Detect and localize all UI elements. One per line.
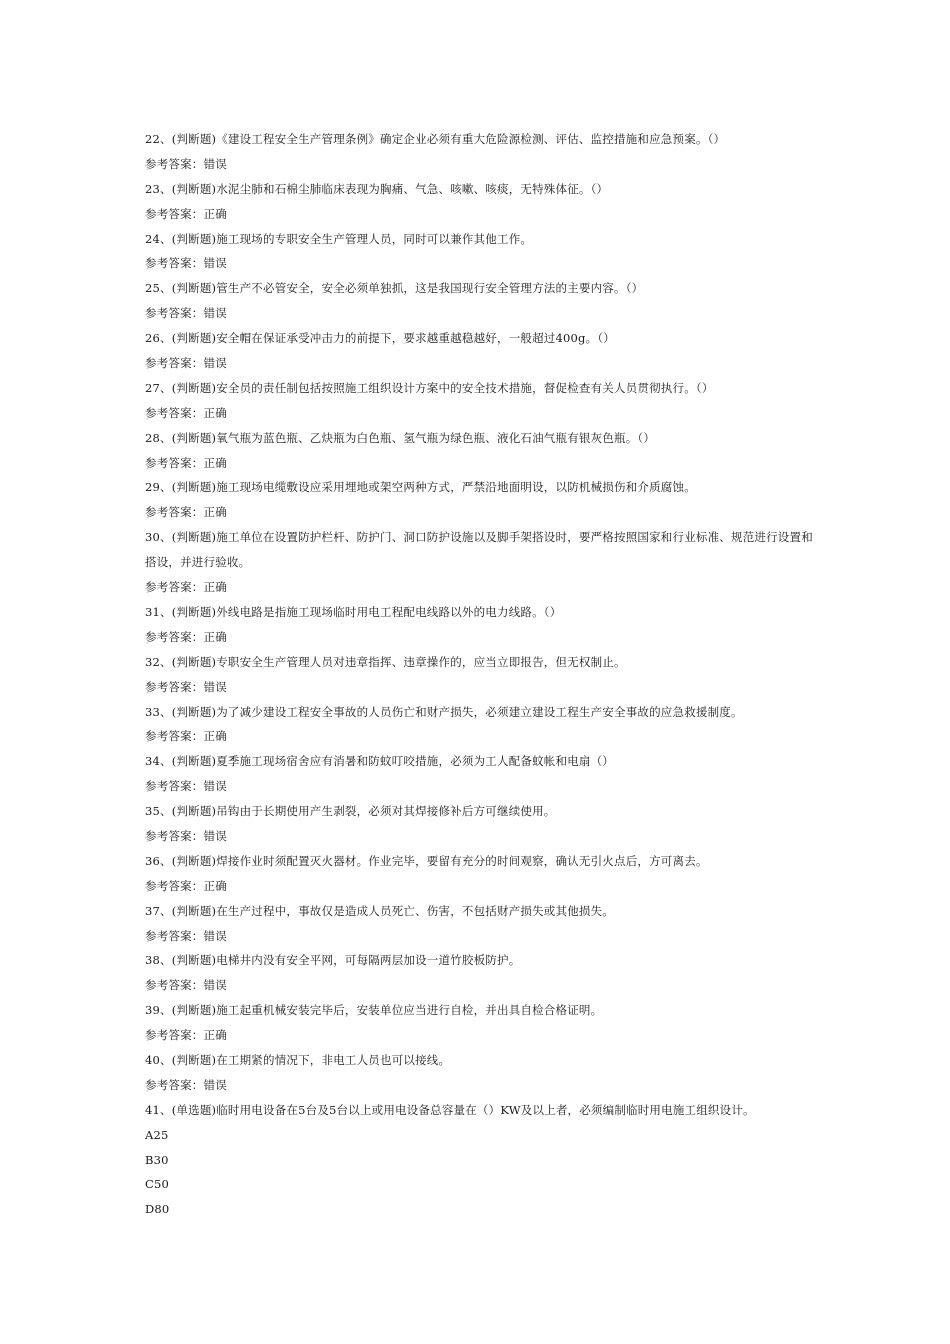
answer-text: 参考答案：错误 xyxy=(145,156,227,171)
question-text: 29、(判断题)施工现场电缆敷设应采用埋地或架空两种方式，严禁沿地面明设，以防机械损伤和介质腐蚀。 xyxy=(145,480,696,495)
question-text: 31、(判断题)外线电路是指施工现场临时用电工程配电线路以外的电力线路。（） xyxy=(145,604,562,619)
answer-text: 参考答案：正确 xyxy=(145,1028,227,1043)
question-text: 36、(判断题)焊接作业时须配置灭火器材。作业完毕，要留有充分的时间观察，确认无引火点后，方可离去。 xyxy=(145,853,708,868)
question-text: 30、(判断题)施工单位在设置防护栏杆、防护门、洞口防护设施以及脚手架搭设时，要严格按照国家和行业标准、规范进行设置和搭设，并进行验收。 xyxy=(145,530,813,570)
answer-text: 参考答案：错误 xyxy=(145,356,227,371)
answer-text: 参考答案：正确 xyxy=(145,405,227,420)
answer-text: 参考答案：错误 xyxy=(145,828,227,843)
question-text: 32、(判断题)专职安全生产管理人员对违章指挥、违章操作的，应当立即报告，但无权制止。 xyxy=(145,654,626,669)
question-text: 37、(判断题)在生产过程中，事故仅是造成人员死亡、伤害，不包括财产损失或其他损失。 xyxy=(145,903,615,918)
answer-text: 参考答案：正确 xyxy=(145,580,227,595)
document-body xyxy=(145,127,815,1222)
answer-text: 参考答案：正确 xyxy=(145,629,227,644)
question-text: 26、(判断题)安全帽在保证承受冲击力的前提下，要求越重越稳越好，一般超过400g。（） xyxy=(145,331,615,346)
question-text: 25、(判断题)管生产不必管安全，安全必须单独抓，这是我国现行安全管理方法的主要内容。（） xyxy=(145,281,644,296)
answer-text: 参考答案：正确 xyxy=(145,878,227,893)
answer-text: 参考答案：错误 xyxy=(145,978,227,993)
question-text: 33、(判断题)为了减少建设工程安全事故的人员伤亡和财产损失，必须建立建设工程生产安全事故的应急救援制度。 xyxy=(145,704,743,719)
question-text: 41、(单选题)临时用电设备在5台及5台以上或用电设备总容量在（）KW及以上者，必须编制临时用电施工组织设计。 xyxy=(145,1102,755,1117)
question-text: 34、(判断题)夏季施工现场宿舍应有消暑和防蚊叮咬措施，必须为工人配备蚊帐和电扇（） xyxy=(145,754,615,769)
question-text: 40、(判断题)在工期紧的情况下，非电工人员也可以接线。 xyxy=(145,1052,451,1067)
answer-text: 参考答案：错误 xyxy=(145,1077,227,1092)
choice-option: C50 xyxy=(145,1177,170,1192)
question-text: 38、(判断题)电梯井内没有安全平网，可每隔两层加设一道竹胶板防护。 xyxy=(145,953,521,968)
answer-text: 参考答案：错误 xyxy=(145,679,227,694)
question-text: 23、(判断题)水泥尘肺和石棉尘肺临床表现为胸痛、气急、咳嗽、咳痰，无特殊体征。（） xyxy=(145,181,609,196)
answer-text: 参考答案：错误 xyxy=(145,306,227,321)
choice-option: B30 xyxy=(145,1152,169,1167)
answer-text: 参考答案：正确 xyxy=(145,455,227,470)
question-text: 27、(判断题)安全员的责任制包括按照施工组织设计方案中的安全技术措施，督促检查有关人员贯彻执行。（） xyxy=(145,380,714,395)
question-text: 39、(判断题)施工起重机械安装完毕后，安装单位应当进行自检，并出具自检合格证明。 xyxy=(145,1003,603,1018)
question-text: 24、(判断题)施工现场的专职安全生产管理人员，同时可以兼作其他工作。 xyxy=(145,231,533,246)
question-text: 35、(判断题)吊钩由于长期使用产生剥裂，必须对其焊接修补后方可继续使用。 xyxy=(145,804,556,819)
question-text: 22、(判断题)《建设工程安全生产管理条例》确定企业必须有重大危险源检测、评估、监控措施和应急预案。（） xyxy=(145,132,726,146)
answer-text: 参考答案：错误 xyxy=(145,928,227,943)
choice-option: D80 xyxy=(145,1202,170,1217)
answer-text: 参考答案：错误 xyxy=(145,256,227,271)
answer-text: 参考答案：正确 xyxy=(145,729,227,744)
answer-text: 参考答案：正确 xyxy=(145,206,227,221)
question-text: 28、(判断题)氧气瓶为蓝色瓶、乙炔瓶为白色瓶、氢气瓶为绿色瓶、液化石油气瓶有银灰色瓶。（） xyxy=(145,430,656,445)
choice-option: A25 xyxy=(145,1127,169,1142)
answer-text: 参考答案：正确 xyxy=(145,505,227,520)
answer-text: 参考答案：错误 xyxy=(145,779,227,794)
